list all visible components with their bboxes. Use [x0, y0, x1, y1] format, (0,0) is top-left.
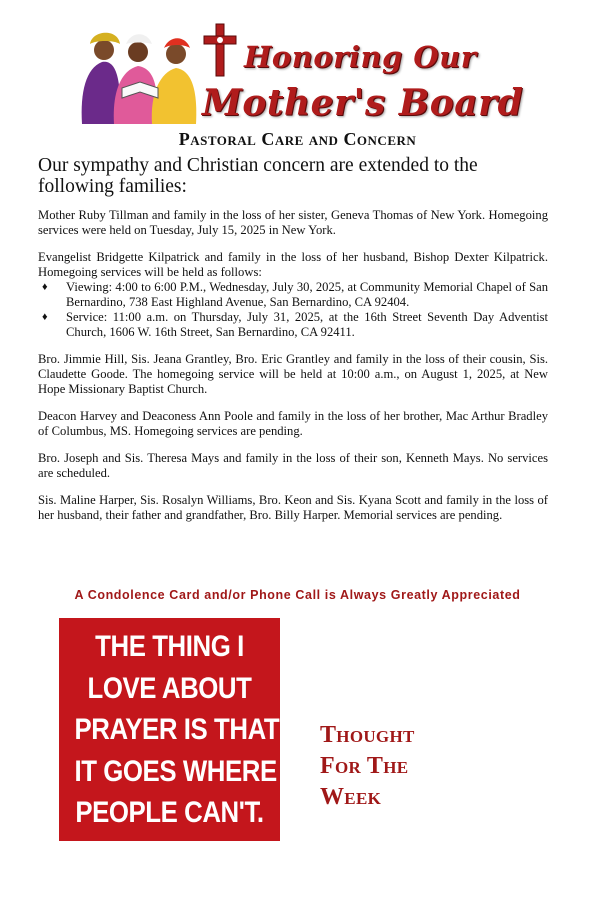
services-list [38, 280, 548, 340]
service-item [42, 280, 548, 310]
notice-text: Evangelist Bridgette Kilpatrick and family in the loss of her husband, Bishop Dexter Kilpatrick. Homegoing services will be held as follows: [38, 250, 548, 279]
diamond-bullet-icon: ♦ [42, 311, 48, 323]
quote-line: IT GOES WHERE [74, 754, 277, 788]
notice-text: Sis. Maline Harper, Sis. Rosalyn Williams, Bro. Keon and Sis. Kyana Scott and family in the loss of her husband, their father and grandfather, Bro. Billy Harper. Memorial services are pending. [38, 493, 548, 522]
thought-line: Week [320, 784, 382, 810]
quote-line: LOVE ABOUT [87, 671, 252, 705]
diamond-bullet-icon: ♦ [42, 281, 48, 293]
quote-line: PEOPLE CAN'T. [75, 796, 264, 829]
prayer-quote-card [59, 618, 280, 841]
notice-item [38, 409, 548, 439]
notice-item [38, 352, 548, 397]
notice-item [38, 250, 548, 340]
header-title-line1: Honoring Our [244, 40, 477, 74]
thought-line: Thought [320, 722, 415, 748]
service-item [42, 310, 548, 340]
intro-text: Our sympathy and Christian concern are extended to the following families: [38, 155, 478, 197]
header-title-line2: Mother's Board [202, 82, 524, 124]
service-text: Service: 11:00 a.m. on Thursday, July 31, 2025, at the 16th Street Seventh Day Adventist Church, 1606 W. 16th Street, San Bernardino, CA 92411. [66, 310, 548, 339]
condolence-banner: A Condolence Card and/or Phone Call is Always Greatly Appreciated [74, 588, 521, 602]
thought-for-the-week [320, 720, 415, 813]
three-women-reading-illustration [74, 12, 204, 130]
header-banner [74, 12, 524, 132]
section-heading: Pastoral Care and Concern [178, 129, 417, 149]
notices-list [38, 208, 548, 535]
notice-text: Mother Ruby Tillman and family in the loss of her sister, Geneva Thomas of New York. Homegoing services were held on Tuesday, July 15, 2025 in New York. [38, 208, 548, 237]
notice-text: Bro. Joseph and Sis. Theresa Mays and family in the loss of their son, Kenneth Mays. No services are scheduled. [38, 451, 548, 480]
thought-line: For The [320, 753, 409, 779]
service-text: Viewing: 4:00 to 6:00 P.M., Wednesday, July 30, 2025, at Community Memorial Chapel of San Bernardino, 738 East Highland Avenue, San Bernardino, CA 92404. [66, 280, 548, 309]
notice-item [38, 493, 548, 523]
notice-text: Bro. Jimmie Hill, Sis. Jeana Grantley, Bro. Eric Grantley and family in the loss of their cousin, Sis. Claudette Goode. The homegoing service will be held at 10:00 a.m., on August 1, 2025, at New Hope Missionary Baptist Church. [38, 352, 548, 396]
quote-line: THE THING I [95, 630, 244, 663]
notice-item [38, 451, 548, 481]
quote-line: PRAYER IS THAT [74, 713, 280, 746]
notice-text: Deacon Harvey and Deaconess Ann Poole and family in the loss of her brother, Mac Arthur Bradley of Columbus, MS. Homegoing services are pending. [38, 409, 548, 438]
notice-item [38, 208, 548, 238]
cross-icon [202, 22, 238, 78]
